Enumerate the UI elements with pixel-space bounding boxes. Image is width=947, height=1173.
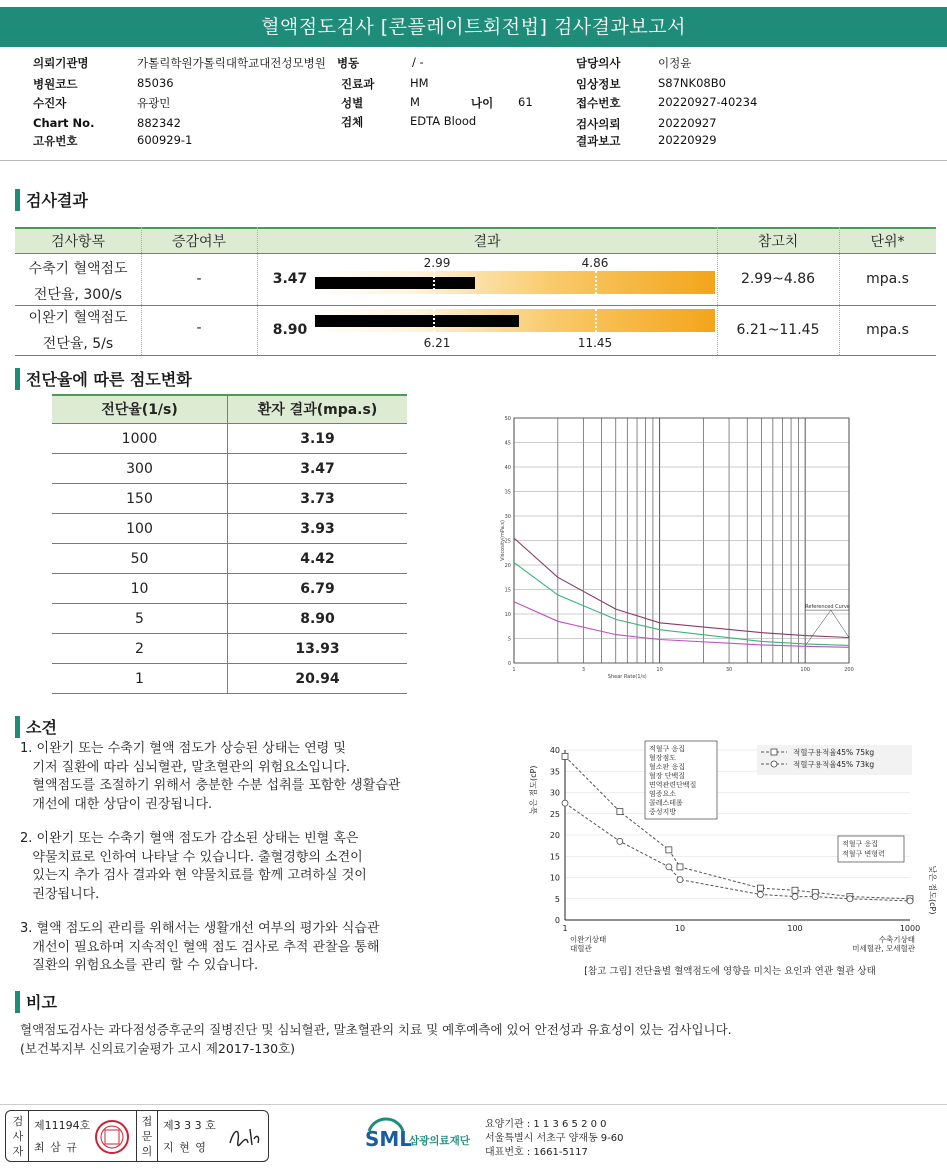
examiner-label <box>10 1114 26 1159</box>
y-tick-label: 0 <box>507 661 511 667</box>
opinion-line: 혈액점도를 조절하기 위해서 충분한 수분 섭취를 포함한 생활습관 <box>20 778 401 793</box>
annotation-label: Referenced Curve <box>805 604 850 611</box>
remark-section-header <box>15 990 57 1013</box>
opinion-section-header <box>15 715 57 738</box>
ward-value: / - <box>412 55 424 69</box>
range-low: 2.99 <box>423 256 451 270</box>
sml-logo <box>365 1113 485 1158</box>
confirmer-label <box>139 1114 155 1159</box>
y-tick-label: 45 <box>504 440 511 447</box>
shear-row <box>52 454 407 484</box>
section-marker <box>15 368 20 390</box>
x-tick-label: 1 <box>562 924 568 933</box>
divider <box>28 1111 29 1161</box>
data-point <box>666 864 672 870</box>
dept-value: HM <box>410 76 429 90</box>
shear-value: 3.93 <box>227 514 407 544</box>
shear-value: 3.73 <box>227 484 407 514</box>
results-section-title: 검사결과 <box>26 191 88 210</box>
y-axis-right-label: 낮은 점도(cP) <box>928 865 937 915</box>
range-low-tick <box>433 271 435 294</box>
y-axis-label: Viscosity(mPa.s) <box>500 520 506 561</box>
patient-label: 수진자 <box>33 96 67 110</box>
age-value: 61 <box>518 95 533 109</box>
shear-value: 8.90 <box>227 604 407 634</box>
y-tick-label: 30 <box>549 788 560 798</box>
x-tick-label: 1 <box>512 667 516 673</box>
logo-text: SML <box>365 1127 413 1151</box>
shear-value: 13.93 <box>227 634 407 664</box>
doctor-value: 이정윤 <box>658 56 692 70</box>
y-axis-label: 높은 점도(cP) <box>529 765 538 815</box>
shear-value: 20.94 <box>227 664 407 694</box>
x-note-right: 수축기상태 <box>878 935 915 944</box>
figure-caption: [참고 그림] 전단율별 혈액점도에 영향을 미치는 요인과 연관 혈관 상태 <box>584 966 876 977</box>
factor-text: 적혈구 변형력 <box>842 850 885 858</box>
item-line2: 전단율, 5/s <box>42 336 114 352</box>
data-point <box>792 887 798 893</box>
header-item: 검사항목 <box>50 234 106 250</box>
chart-value: 882342 <box>137 116 181 130</box>
dept-label: 진료과 <box>341 77 375 91</box>
opinion-line: 개선에 대한 상담이 권장됩니다. <box>20 796 213 812</box>
specimen-value: EDTA Blood <box>410 114 477 128</box>
data-point <box>562 800 568 806</box>
y-tick-label: 35 <box>504 489 511 496</box>
ref-range: 2.99~4.86 <box>740 271 816 287</box>
patient-value: 유광민 <box>137 96 171 110</box>
sex-label: 성별 <box>341 96 364 110</box>
opinion-line: 3. 혈액 점도의 관리를 위해서는 생활개선 여부의 평가와 식습관 <box>20 921 380 936</box>
shear-section-header <box>15 367 192 390</box>
shear-row <box>52 634 407 664</box>
x-tick-label: 10 <box>674 924 686 933</box>
factor-text: 면역관련단백질 <box>649 781 697 789</box>
shear-row <box>52 424 407 454</box>
data-point <box>617 838 623 844</box>
signature-box <box>5 1110 269 1162</box>
shear-section-title: 전단율에 따른 점도변화 <box>26 370 192 389</box>
shear-rate: 300 <box>126 461 153 477</box>
shear-value: 3.47 <box>227 454 407 484</box>
examiner-label-char: 자 <box>12 1145 24 1158</box>
uid-value: 600929-1 <box>137 133 193 147</box>
opinion-line: 1. 이완기 또는 수축기 혈액 점도가 상승된 상태는 연령 및 <box>20 741 346 756</box>
shear-value: 3.19 <box>227 424 407 454</box>
row-divider <box>15 355 936 356</box>
header-result: 결과 <box>473 234 501 250</box>
shear-rate: 2 <box>135 641 144 657</box>
shear-row <box>52 574 407 604</box>
data-point <box>617 809 623 815</box>
divider <box>0 160 947 161</box>
signature-icon <box>226 1121 262 1153</box>
x-note-left: 대혈관 <box>570 944 592 953</box>
clinical-value: S87NK08B0 <box>658 76 726 90</box>
factor-text: 혈소판 응집 <box>649 763 686 771</box>
shear-value: 4.42 <box>227 544 407 574</box>
data-point <box>677 864 683 870</box>
y-tick-label: 10 <box>549 873 560 883</box>
data-point <box>677 877 683 883</box>
req-value: 20220927 <box>658 116 717 130</box>
hospcode-label: 병원코드 <box>33 77 78 91</box>
y-tick-label: 20 <box>549 831 560 840</box>
y-tick-label: 15 <box>549 852 560 862</box>
viscosity-reference-chart <box>500 410 880 690</box>
shear-rate: 10 <box>130 581 149 597</box>
x-note-left: 이완기상태 <box>570 935 607 944</box>
opinion-line: 2. 이완기 또는 수축기 혈액 점도가 감소된 상태는 빈혈 혹은 <box>20 831 359 846</box>
range-high-tick <box>595 271 597 294</box>
opinion-line: 기저 질환에 따라 심뇌혈관, 말초혈관의 위험요소입니다. <box>20 759 351 775</box>
result-bar-fill <box>315 315 519 327</box>
col-divider <box>257 227 258 355</box>
result-bar <box>315 271 715 294</box>
factor-text: 중성지방 <box>649 808 677 816</box>
examiner-no: 제11194호 <box>34 1119 91 1132</box>
clinical-label: 임상정보 <box>576 77 621 91</box>
hospcode-value: 85036 <box>137 76 174 90</box>
range-high-tick <box>595 309 597 332</box>
x-tick-label: 3 <box>581 667 586 673</box>
section-marker <box>15 189 20 211</box>
shear-row <box>52 514 407 544</box>
factor-text: 혈장점도 <box>649 754 677 762</box>
y-tick-label: 0 <box>554 916 560 925</box>
examiner-name: 최 삼 규 <box>34 1141 78 1154</box>
range-low-tick <box>433 309 435 332</box>
opinion-section-title: 소견 <box>26 718 57 737</box>
confirmer-no: 제3 3 3 호 <box>163 1119 216 1132</box>
receipt-value: 20220927-40234 <box>658 95 758 109</box>
y-tick-label: 5 <box>554 894 560 904</box>
result-value: 8.90 <box>272 322 308 338</box>
unit: mpa.s <box>866 271 909 287</box>
opinion-line: 있는지 추가 검사 결과와 현 약물치료를 함께 고려하실 것이 <box>20 868 367 883</box>
org-label: 의뢰기관명 <box>33 56 89 70</box>
opinion-paragraph-3 <box>20 920 500 976</box>
y-tick-label: 5 <box>507 636 511 643</box>
change-value: - <box>196 320 202 336</box>
annotation-pointer <box>805 610 831 646</box>
data-point <box>907 898 913 904</box>
shear-col-value: 환자 결과(mpa.s) <box>227 394 407 424</box>
y-tick-label: 25 <box>504 538 511 545</box>
range-high: 11.45 <box>577 336 613 350</box>
shear-rate: 100 <box>126 521 153 537</box>
shear-rate: 1 <box>135 671 144 687</box>
section-marker <box>15 716 20 738</box>
y-tick-label: 15 <box>504 587 511 594</box>
x-tick-label: 30 <box>725 667 733 673</box>
result-bar <box>315 309 715 332</box>
opinion-line: 권장됩니다. <box>20 886 100 902</box>
unit: mpa.s <box>866 322 909 338</box>
row-divider <box>15 305 936 306</box>
phone: 대표번호 : 1661-5117 <box>485 1147 588 1158</box>
remark-line-1: 혈액점도검사는 과다점성증후군의 질병진단 및 심뇌혈관, 말초혈관의 치료 및 예후예측에 있어 안전성과 유효성이 있는 검사입니다. <box>20 1022 732 1037</box>
divider <box>157 1111 158 1161</box>
x-tick-label: 200 <box>844 667 854 673</box>
req-label: 검사의뢰 <box>576 117 621 131</box>
item-line1: 이완기 혈액점도 <box>28 310 128 326</box>
y-tick-label: 35 <box>549 767 560 777</box>
y-tick-label: 50 <box>504 416 511 422</box>
x-tick-label: 10 <box>656 667 663 673</box>
divider <box>136 1111 137 1161</box>
report-title: 혈액점도검사 [콘플레이트회전법] 검사결과보고서 <box>0 7 947 47</box>
footer-divider <box>0 1104 947 1105</box>
ward-label: 병동 <box>337 56 360 70</box>
age-label: 나이 <box>471 96 494 110</box>
examiner-label-char: 검 <box>12 1115 24 1128</box>
x-note-right: 미세혈관, 모세혈관 <box>852 944 915 953</box>
shear-rate: 150 <box>126 491 153 507</box>
data-point <box>757 892 763 898</box>
change-value: - <box>196 271 202 287</box>
factor-text: 적혈구 응집 <box>842 840 879 848</box>
address: 서울특별시 서초구 양재동 9-60 <box>485 1133 624 1144</box>
range-high: 4.86 <box>581 256 609 270</box>
opinion-line: 질환의 위험요소를 관리 할 수 있습니다. <box>20 958 259 973</box>
report-label: 결과보고 <box>576 134 621 148</box>
remark-section-title: 비고 <box>26 993 57 1012</box>
results-section-header <box>15 188 88 211</box>
shear-row <box>52 484 407 514</box>
receipt-label: 접수번호 <box>576 96 621 110</box>
chart-label: Chart No. <box>33 116 95 130</box>
sex-value: M <box>410 95 420 109</box>
report-value: 20220929 <box>658 133 717 147</box>
x-tick-label: 1000 <box>899 924 921 933</box>
org-contact <box>485 1118 624 1160</box>
shear-rate: 50 <box>130 551 149 567</box>
factor-text: 콜레스테롤 <box>649 799 683 807</box>
examiner-label-char: 사 <box>12 1130 24 1143</box>
shear-rate: 5 <box>135 611 144 627</box>
opinion-text <box>20 740 500 976</box>
data-point <box>562 753 568 759</box>
legend-marker <box>771 761 777 767</box>
y-tick-label: 30 <box>504 514 511 520</box>
legend-label: 적혈구용적율45% 73kg <box>793 760 875 769</box>
data-point <box>847 896 853 902</box>
y-tick-label: 10 <box>504 612 511 618</box>
ref-range: 6.21~11.45 <box>736 322 820 338</box>
factor-text: 염증요소 <box>649 790 677 798</box>
data-point <box>757 885 763 891</box>
results-table <box>15 227 936 357</box>
header-change: 증감여부 <box>171 234 227 250</box>
result-bar-fill <box>315 277 475 289</box>
data-point <box>812 894 818 900</box>
confirmer-name: 지 현 영 <box>163 1141 207 1154</box>
seal-stamp-icon <box>94 1119 130 1155</box>
data-point <box>792 894 798 900</box>
y-tick-label: 25 <box>549 809 560 819</box>
item-line2: 전단율, 300/s <box>33 287 123 303</box>
y-tick-label: 40 <box>549 746 560 755</box>
shear-row <box>52 664 407 694</box>
factor-text: 적혈구 응집 <box>649 745 686 753</box>
confirmer-label-char: 의 <box>141 1145 153 1158</box>
x-axis-label: Shear Rate(1/s) <box>607 674 647 680</box>
opinion-paragraph-2 <box>20 830 500 904</box>
shear-factor-reference-chart <box>520 738 940 983</box>
org-value: 가톨릭학원가톨릭대학교대전성모병원 <box>137 56 326 70</box>
doctor-label: 담당의사 <box>576 56 621 70</box>
uid-label: 고유번호 <box>33 134 78 148</box>
shear-table <box>52 394 407 696</box>
factor-text: 혈장 단백질 <box>649 772 686 780</box>
result-value: 3.47 <box>272 271 308 287</box>
y-tick-label: 40 <box>504 465 511 471</box>
remark-line-2: (보건복지부 신의료기술평가 고시 제2017-130호) <box>20 1041 296 1056</box>
shear-col-rate: 전단율(1/s) <box>52 394 227 424</box>
shear-rate: 1000 <box>121 431 158 447</box>
logo-org: 삼광의료재단 <box>409 1135 470 1147</box>
item-line1: 수축기 혈액점도 <box>28 261 128 277</box>
confirmer-label-char: 문 <box>141 1130 153 1143</box>
opinion-paragraph-1 <box>20 740 500 814</box>
section-marker <box>15 991 20 1013</box>
x-tick-label: 100 <box>787 924 803 933</box>
header-unit: 단위* <box>870 234 905 250</box>
y-tick-label: 20 <box>504 563 511 569</box>
data-point <box>666 847 672 853</box>
care-no: 요양기관 : 1 1 3 6 5 2 0 0 <box>485 1119 607 1130</box>
shear-value: 6.79 <box>227 574 407 604</box>
x-tick-label: 100 <box>800 667 810 673</box>
range-low: 6.21 <box>423 336 451 350</box>
shear-row <box>52 544 407 574</box>
opinion-line: 약물치료로 인하여 나타날 수 있습니다. 출혈경향의 소견이 <box>20 849 363 865</box>
confirmer-label-char: 접 <box>141 1115 153 1128</box>
shear-row <box>52 604 407 634</box>
opinion-line: 개선이 필요하며 지속적인 혈액 점도 검사로 추적 관찰을 통해 <box>20 939 380 955</box>
header-ref: 참고치 <box>757 234 799 250</box>
specimen-label: 검체 <box>341 115 364 129</box>
legend-marker <box>771 749 777 755</box>
legend-label: 적혈구용적율45% 75kg <box>793 748 875 757</box>
